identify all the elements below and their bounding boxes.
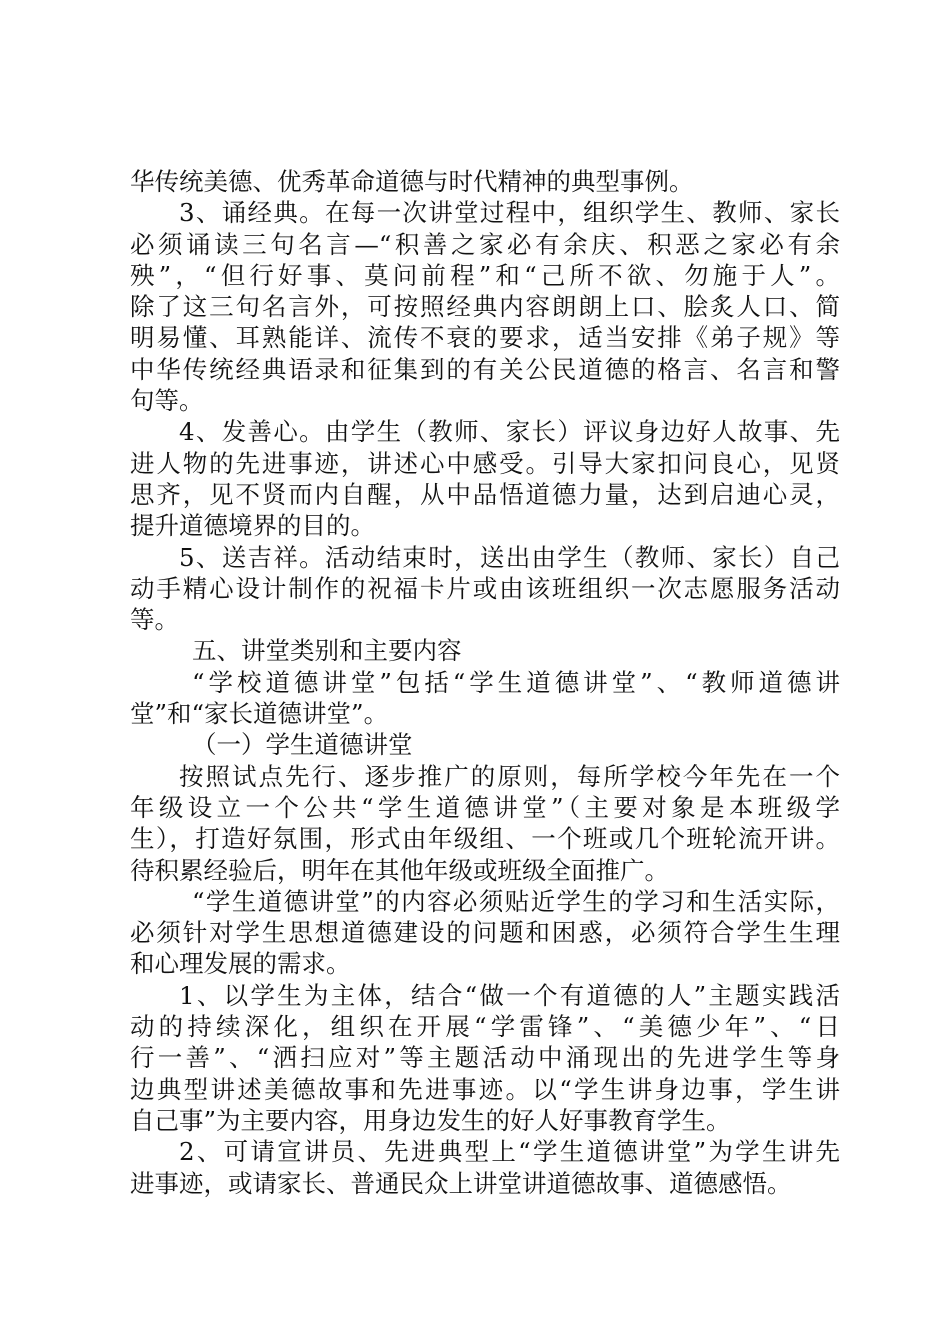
subsection-heading: （一）学生道德讲堂 bbox=[192, 730, 413, 760]
text-line: 必须诵读三句名言—“积善之家必有余庆、积恶之家必有余 bbox=[130, 229, 840, 259]
paragraph-first-line: 2、可请宣讲员、先进典型上“学生道德讲堂”为学生讲先 bbox=[179, 1137, 840, 1167]
text-line: 行一善”、“洒扫应对”等主题活动中涌现出的先进学生等身 bbox=[130, 1043, 840, 1073]
text-line: 动的持续深化，组织在开展“学雷锋”、“美德少年”、“日 bbox=[130, 1012, 840, 1042]
text-line: 堂”和“家长道德讲堂”。 bbox=[130, 699, 389, 729]
text-line: 华传统美德、优秀革命道德与时代精神的典型事例。 bbox=[130, 167, 694, 196]
text-line: 待积累经验后，明年在其他年级或班级全面推广。 bbox=[130, 855, 669, 885]
text-line: 和心理发展的需求。 bbox=[130, 949, 351, 979]
text-line: 殃”，“但行好事、莫问前程”和“己所不欲、勿施于人”。 bbox=[130, 260, 840, 290]
text-line: 进事迹，或请家长、普通民众上讲堂讲道德故事、道德感悟。 bbox=[130, 1168, 792, 1198]
text-line: 年级设立一个公共“学生道德讲堂”（主要对象是本班级学 bbox=[130, 792, 840, 822]
text-line: 自己事”为主要内容，用身边发生的好人好事教育学生。 bbox=[130, 1105, 731, 1135]
document-body bbox=[130, 166, 840, 1199]
text-line: 动手精心设计制作的祝福卡片或由该班组织一次志愿服务活动 bbox=[130, 573, 840, 603]
paragraph-first-line: “学校道德讲堂”包括“学生道德讲堂”、“教师道德讲 bbox=[192, 667, 840, 697]
text-line: 进人物的先进事迹，讲述心中感受。引导大家扣问良心，见贤 bbox=[130, 448, 840, 478]
paragraph-first-line: 4、发善心。由学生（教师、家长）评议身边好人故事、先 bbox=[179, 417, 840, 447]
text-line: 边典型讲述美德故事和先进事迹。以“学生讲身边事，学生讲 bbox=[130, 1074, 840, 1104]
text-line: 明易懂、耳熟能详、流传不衰的要求，适当安排《弟子规》等 bbox=[130, 323, 840, 353]
paragraph-first-line: 按照试点先行、逐步推广的原则，每所学校今年先在一个 bbox=[179, 761, 840, 791]
text-line: 必须针对学生思想道德建设的问题和困惑，必须符合学生生理 bbox=[130, 918, 840, 948]
text-line: 思齐，见不贤而内自醒，从中品悟道德力量，达到启迪心灵， bbox=[130, 479, 840, 509]
text-line: 句等。 bbox=[130, 386, 204, 416]
text-line: 中华传统经典语录和征集到的有关公民道德的格言、名言和警 bbox=[130, 354, 840, 384]
text-line: 除了这三句名言外，可按照经典内容朗朗上口、脍炙人口、简 bbox=[130, 292, 840, 322]
paragraph-first-line: 3、诵经典。在每一次讲堂过程中，组织学生、教师、家长 bbox=[179, 198, 840, 228]
paragraph-first-line: 1、以学生为主体，结合“做一个有道德的人”主题实践活 bbox=[179, 980, 840, 1010]
paragraph-first-line: “学生道德讲堂”的内容必须贴近学生的学习和生活实际， bbox=[192, 886, 840, 916]
text-line: 生），打造好氛围，形式由年级组、一个班或几个班轮流开讲。 bbox=[130, 824, 840, 854]
text-line: 提升道德境界的目的。 bbox=[130, 511, 375, 541]
section-heading: 五、讲堂类别和主要内容 bbox=[192, 636, 462, 666]
paragraph-first-line: 5、送吉祥。活动结束时，送出由学生（教师、家长）自己 bbox=[179, 542, 840, 572]
text-line: 等。 bbox=[130, 605, 179, 635]
